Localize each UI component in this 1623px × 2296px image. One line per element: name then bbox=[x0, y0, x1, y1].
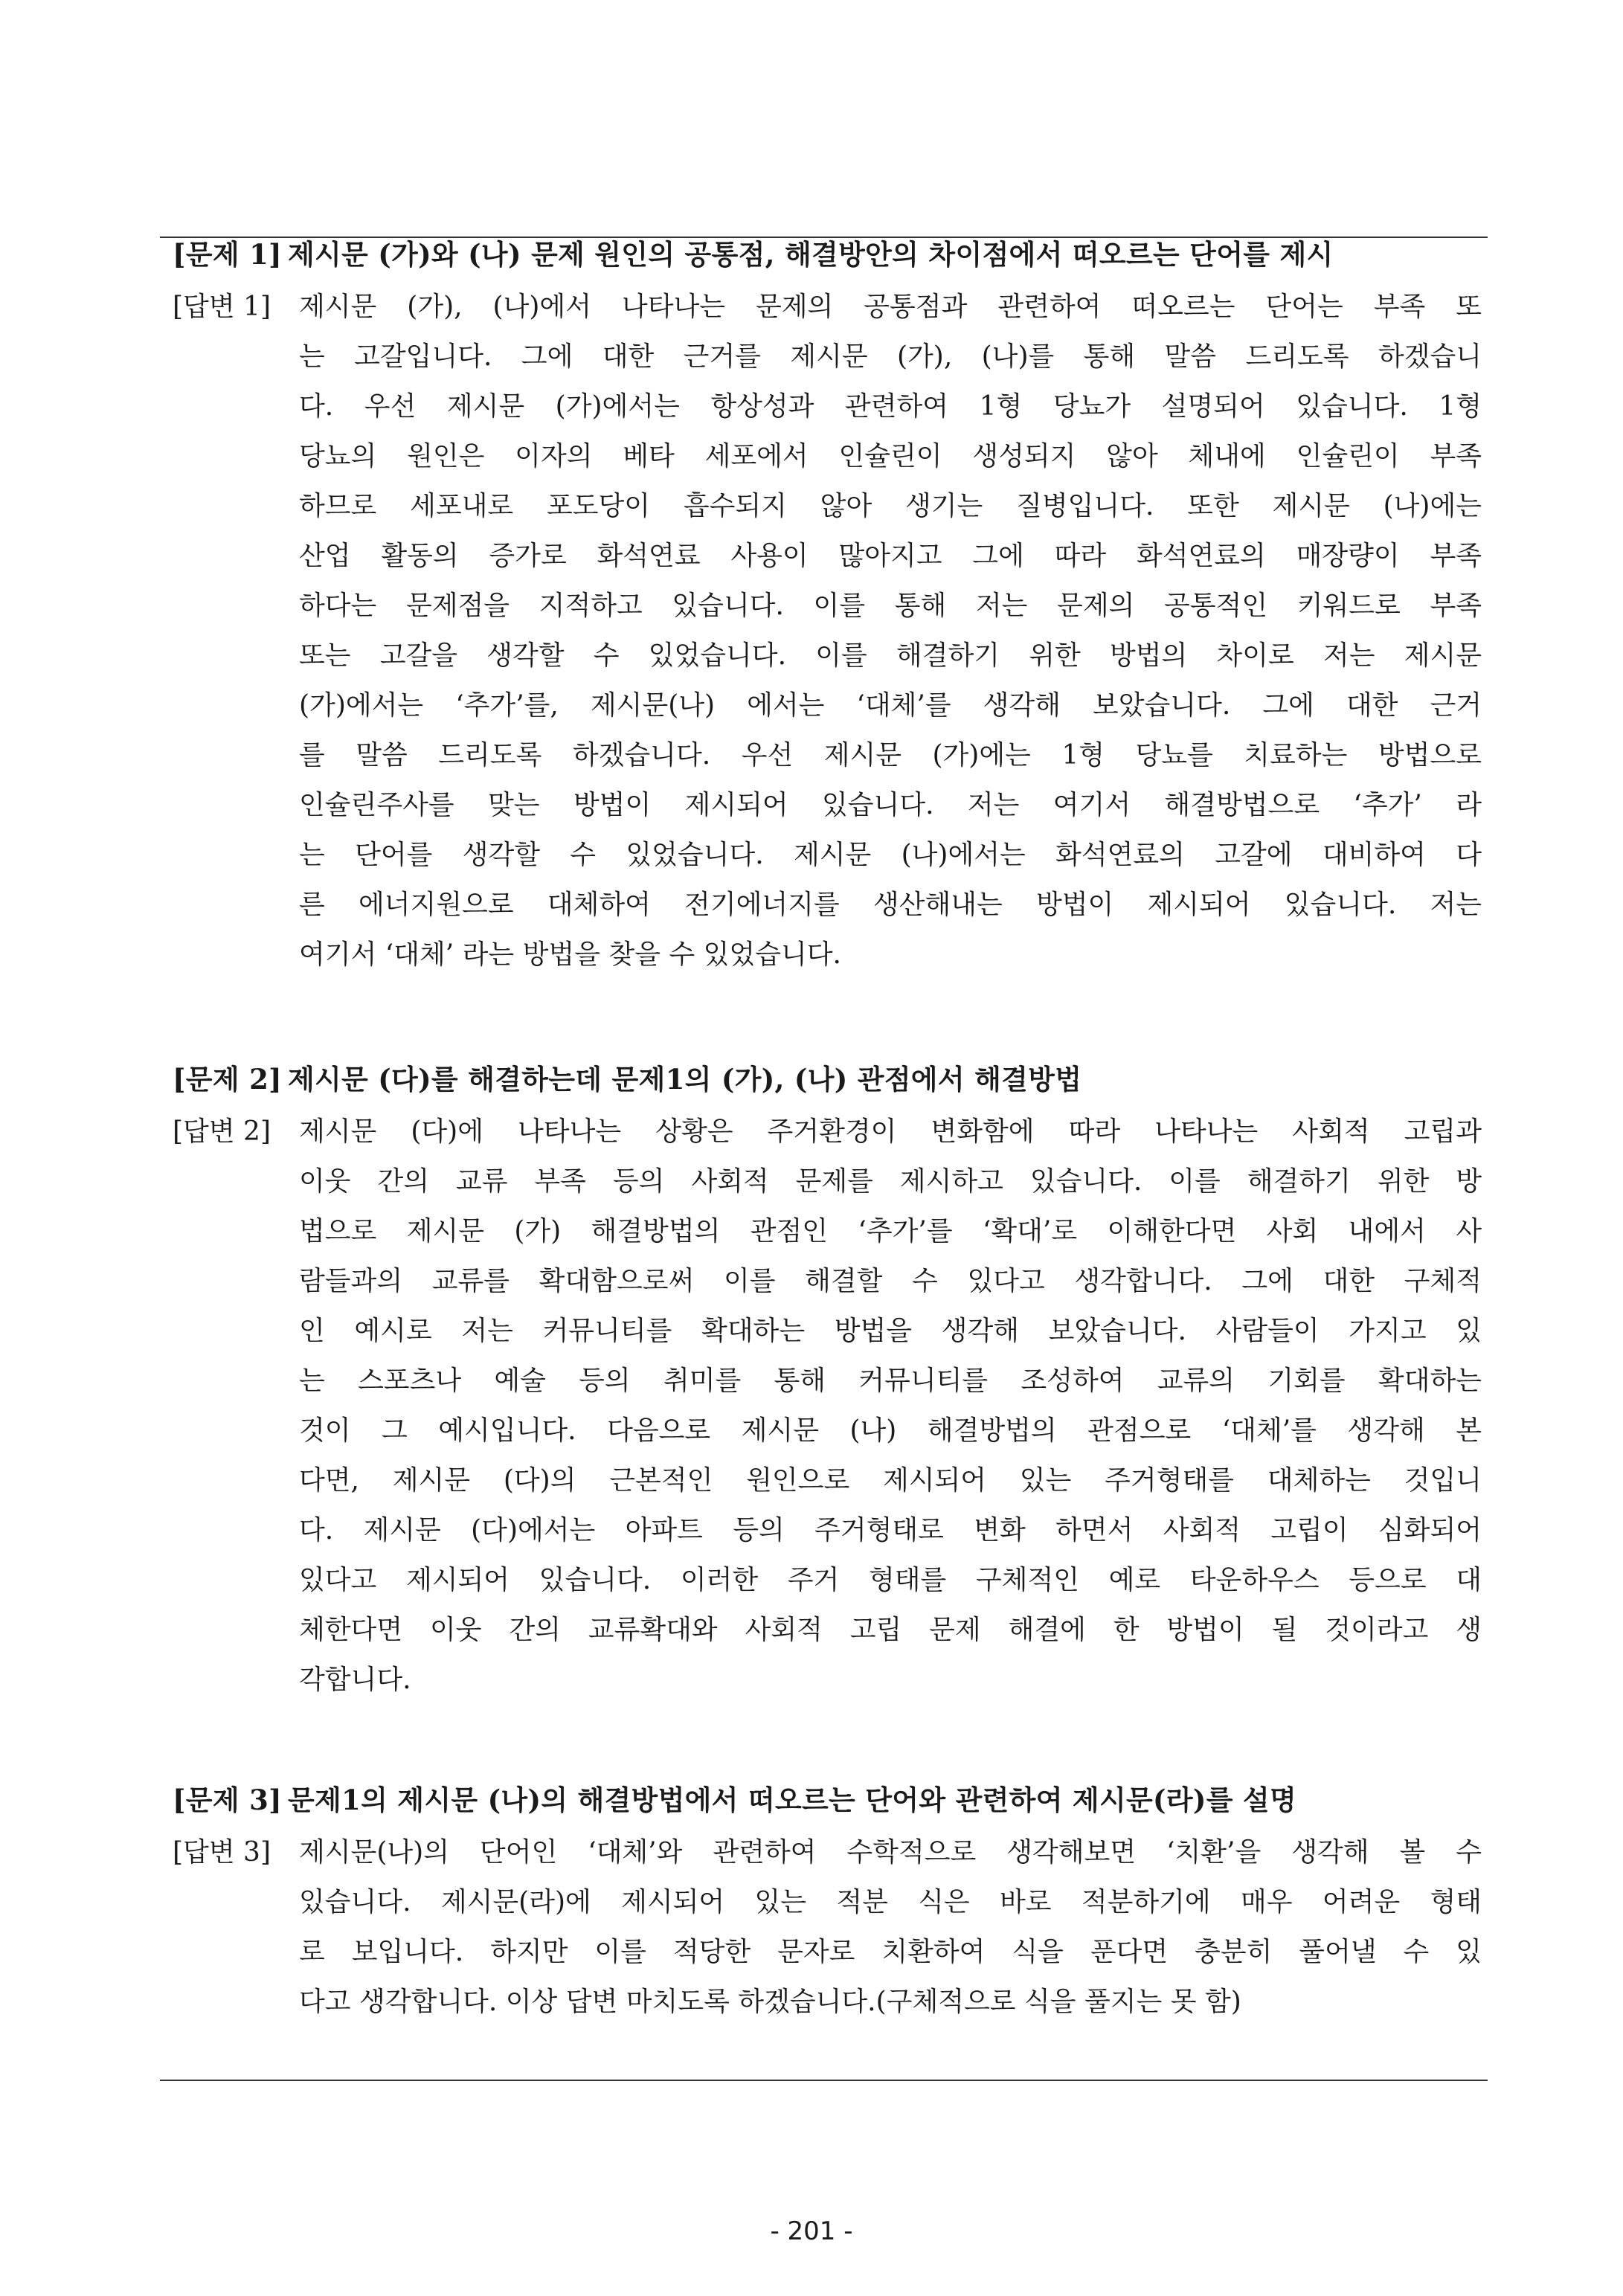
answer-line: 를 말씀 드리도록 하겠습니다. 우선 제시문 (가)에는 1형 당뇨를 치료하는 방법으로 bbox=[299, 740, 1482, 771]
question-3-tag: [문제 3] bbox=[173, 1784, 282, 1816]
answer-line: 것이 그 예시입니다. 다음으로 제시문 (나) 해결방법의 관점으로 ‘대체’를 생각해 본 bbox=[299, 1415, 1482, 1446]
answer-line: 다. 제시문 (다)에서는 아파트 등의 주거형태로 변화 하면서 사회적 고립이 심화되어 bbox=[299, 1515, 1482, 1546]
answer-3 bbox=[173, 1827, 1482, 2027]
question-3-text: 문제1의 제시문 (나)의 해결방법에서 떠오르는 단어와 관련하여 제시문(라)를 설명 bbox=[287, 1784, 1297, 1816]
answer-line: 제시문 (가), (나)에서 나타나는 문제의 공통점과 관련하여 떠오르는 단어는 부족 또 bbox=[299, 292, 1482, 322]
question-3 bbox=[173, 1782, 1482, 1818]
qa-section-1 bbox=[173, 237, 1482, 980]
answer-line: 인슐린주사를 맞는 방법이 제시되어 있습니다. 저는 여기서 해결방법으로 ‘추가’ 라 bbox=[299, 790, 1482, 820]
qa-section-2 bbox=[173, 1061, 1482, 1705]
answer-line: 제시문(나)의 단어인 ‘대체’와 관련하여 수학적으로 생각해보면 ‘치환’을 생각해 볼 수 bbox=[299, 1837, 1482, 1868]
answer-line: 는 고갈입니다. 그에 대한 근거를 제시문 (가), (나)를 통해 말씀 드리도록 하겠습니 bbox=[299, 341, 1482, 372]
answer-line: 하므로 세포내로 포도당이 흡수되지 않아 생기는 질병입니다. 또한 제시문 (나)에는 bbox=[299, 491, 1482, 521]
answer-line: (가)에서는 ‘추가’를, 제시문(나) 에서는 ‘대체’를 생각해 보았습니다. 그에 대한 근거 bbox=[299, 690, 1482, 721]
answer-line: 또는 고갈을 생각할 수 있었습니다. 이를 해결하기 위한 방법의 차이로 저는 제시문 bbox=[299, 640, 1482, 671]
answer-line: 는 단어를 생각할 수 있었습니다. 제시문 (나)에서는 화석연료의 고갈에 대비하여 다 bbox=[299, 840, 1482, 870]
answer-line: 른 에너지원으로 대체하여 전기에너지를 생산해내는 방법이 제시되어 있습니다. 저는 bbox=[299, 890, 1482, 920]
answer-line: 이웃 간의 교류 부족 등의 사회적 문제를 제시하고 있습니다. 이를 해결하기 위한 방 bbox=[299, 1166, 1482, 1197]
answer-line: 산업 활동의 증가로 화석연료 사용이 많아지고 그에 따라 화석연료의 매장량이 부족 bbox=[299, 541, 1482, 571]
answer-line: 당뇨의 원인은 이자의 베타 세포에서 인슐린이 생성되지 않아 체내에 인슐린이 부족 bbox=[299, 441, 1482, 472]
answer-2-body bbox=[173, 1107, 1482, 1705]
answer-line: 있다고 제시되어 있습니다. 이러한 주거 형태를 구체적인 예로 타운하우스 등으로 대 bbox=[299, 1565, 1482, 1595]
answer-line: 하다는 문제점을 지적하고 있습니다. 이를 통해 저는 문제의 공통적인 키워드로 부족 bbox=[299, 591, 1482, 621]
question-2-text: 제시문 (다)를 해결하는데 문제1의 (가), (나) 관점에서 해결방법 bbox=[287, 1063, 1082, 1096]
answer-line: 있습니다. 제시문(라)에 제시되어 있는 적분 식은 바로 적분하기에 매우 어려운 형태 bbox=[299, 1887, 1482, 1917]
answer-line: 법으로 제시문 (가) 해결방법의 관점인 ‘추가’를 ‘확대’로 이해한다면 사회 내에서 사 bbox=[299, 1216, 1482, 1247]
question-2-tag: [문제 2] bbox=[173, 1063, 282, 1096]
answer-line: 체한다면 이웃 간의 교류확대와 사회적 고립 문제 해결에 한 방법이 될 것이라고 생 bbox=[299, 1615, 1482, 1645]
answer-line: 는 스포츠나 예술 등의 취미를 통해 커뮤니티를 조성하여 교류의 기회를 확대하는 bbox=[299, 1366, 1482, 1396]
question-1 bbox=[173, 237, 1482, 272]
answer-2-tag: [답변 2] bbox=[173, 1116, 271, 1147]
answer-line: 람들과의 교류를 확대함으로써 이를 해결할 수 있다고 생각합니다. 그에 대한 구체적 bbox=[299, 1266, 1482, 1296]
page-number: - 201 - bbox=[770, 2216, 853, 2246]
answer-line: 여기서 ‘대체’ 라는 방법을 찾을 수 있었습니다. bbox=[299, 939, 841, 970]
answer-3-body bbox=[173, 1827, 1482, 2027]
answer-2 bbox=[173, 1107, 1482, 1705]
answer-line: 각합니다. bbox=[299, 1665, 411, 1695]
answer-line: 다고 생각합니다. 이상 답변 마치도록 하겠습니다.(구체적으로 식을 풀지는 못 함) bbox=[299, 1987, 1241, 2017]
answer-line: 제시문 (다)에 나타나는 상황은 주거환경이 변화함에 따라 나타나는 사회적 고립과 bbox=[299, 1116, 1482, 1147]
answer-1-tag: [답변 1] bbox=[173, 292, 271, 322]
qa-section-3 bbox=[173, 1782, 1482, 2027]
question-1-text: 제시문 (가)와 (나) 문제 원인의 공통점, 해결방안의 차이점에서 떠오르는 단어를 제시 bbox=[287, 238, 1334, 271]
answer-1 bbox=[173, 282, 1482, 980]
answer-line: 로 보입니다. 하지만 이를 적당한 문자로 치환하여 식을 푼다면 충분히 풀어낼 수 있 bbox=[299, 1937, 1482, 1967]
answer-1-body bbox=[173, 282, 1482, 980]
question-1-tag: [문제 1] bbox=[173, 238, 282, 271]
question-2 bbox=[173, 1061, 1482, 1097]
answer-3-tag: [답변 3] bbox=[173, 1837, 271, 1868]
answer-line: 다. 우선 제시문 (가)에서는 항상성과 관련하여 1형 당뇨가 설명되어 있습니다. 1형 bbox=[299, 391, 1482, 422]
answer-line: 인 예시로 저는 커뮤니티를 확대하는 방법을 생각해 보았습니다. 사람들이 가지고 있 bbox=[299, 1316, 1482, 1346]
bottom-rule bbox=[160, 2080, 1488, 2081]
answer-line: 다면, 제시문 (다)의 근본적인 원인으로 제시되어 있는 주거형태를 대체하는 것입니 bbox=[299, 1465, 1482, 1496]
